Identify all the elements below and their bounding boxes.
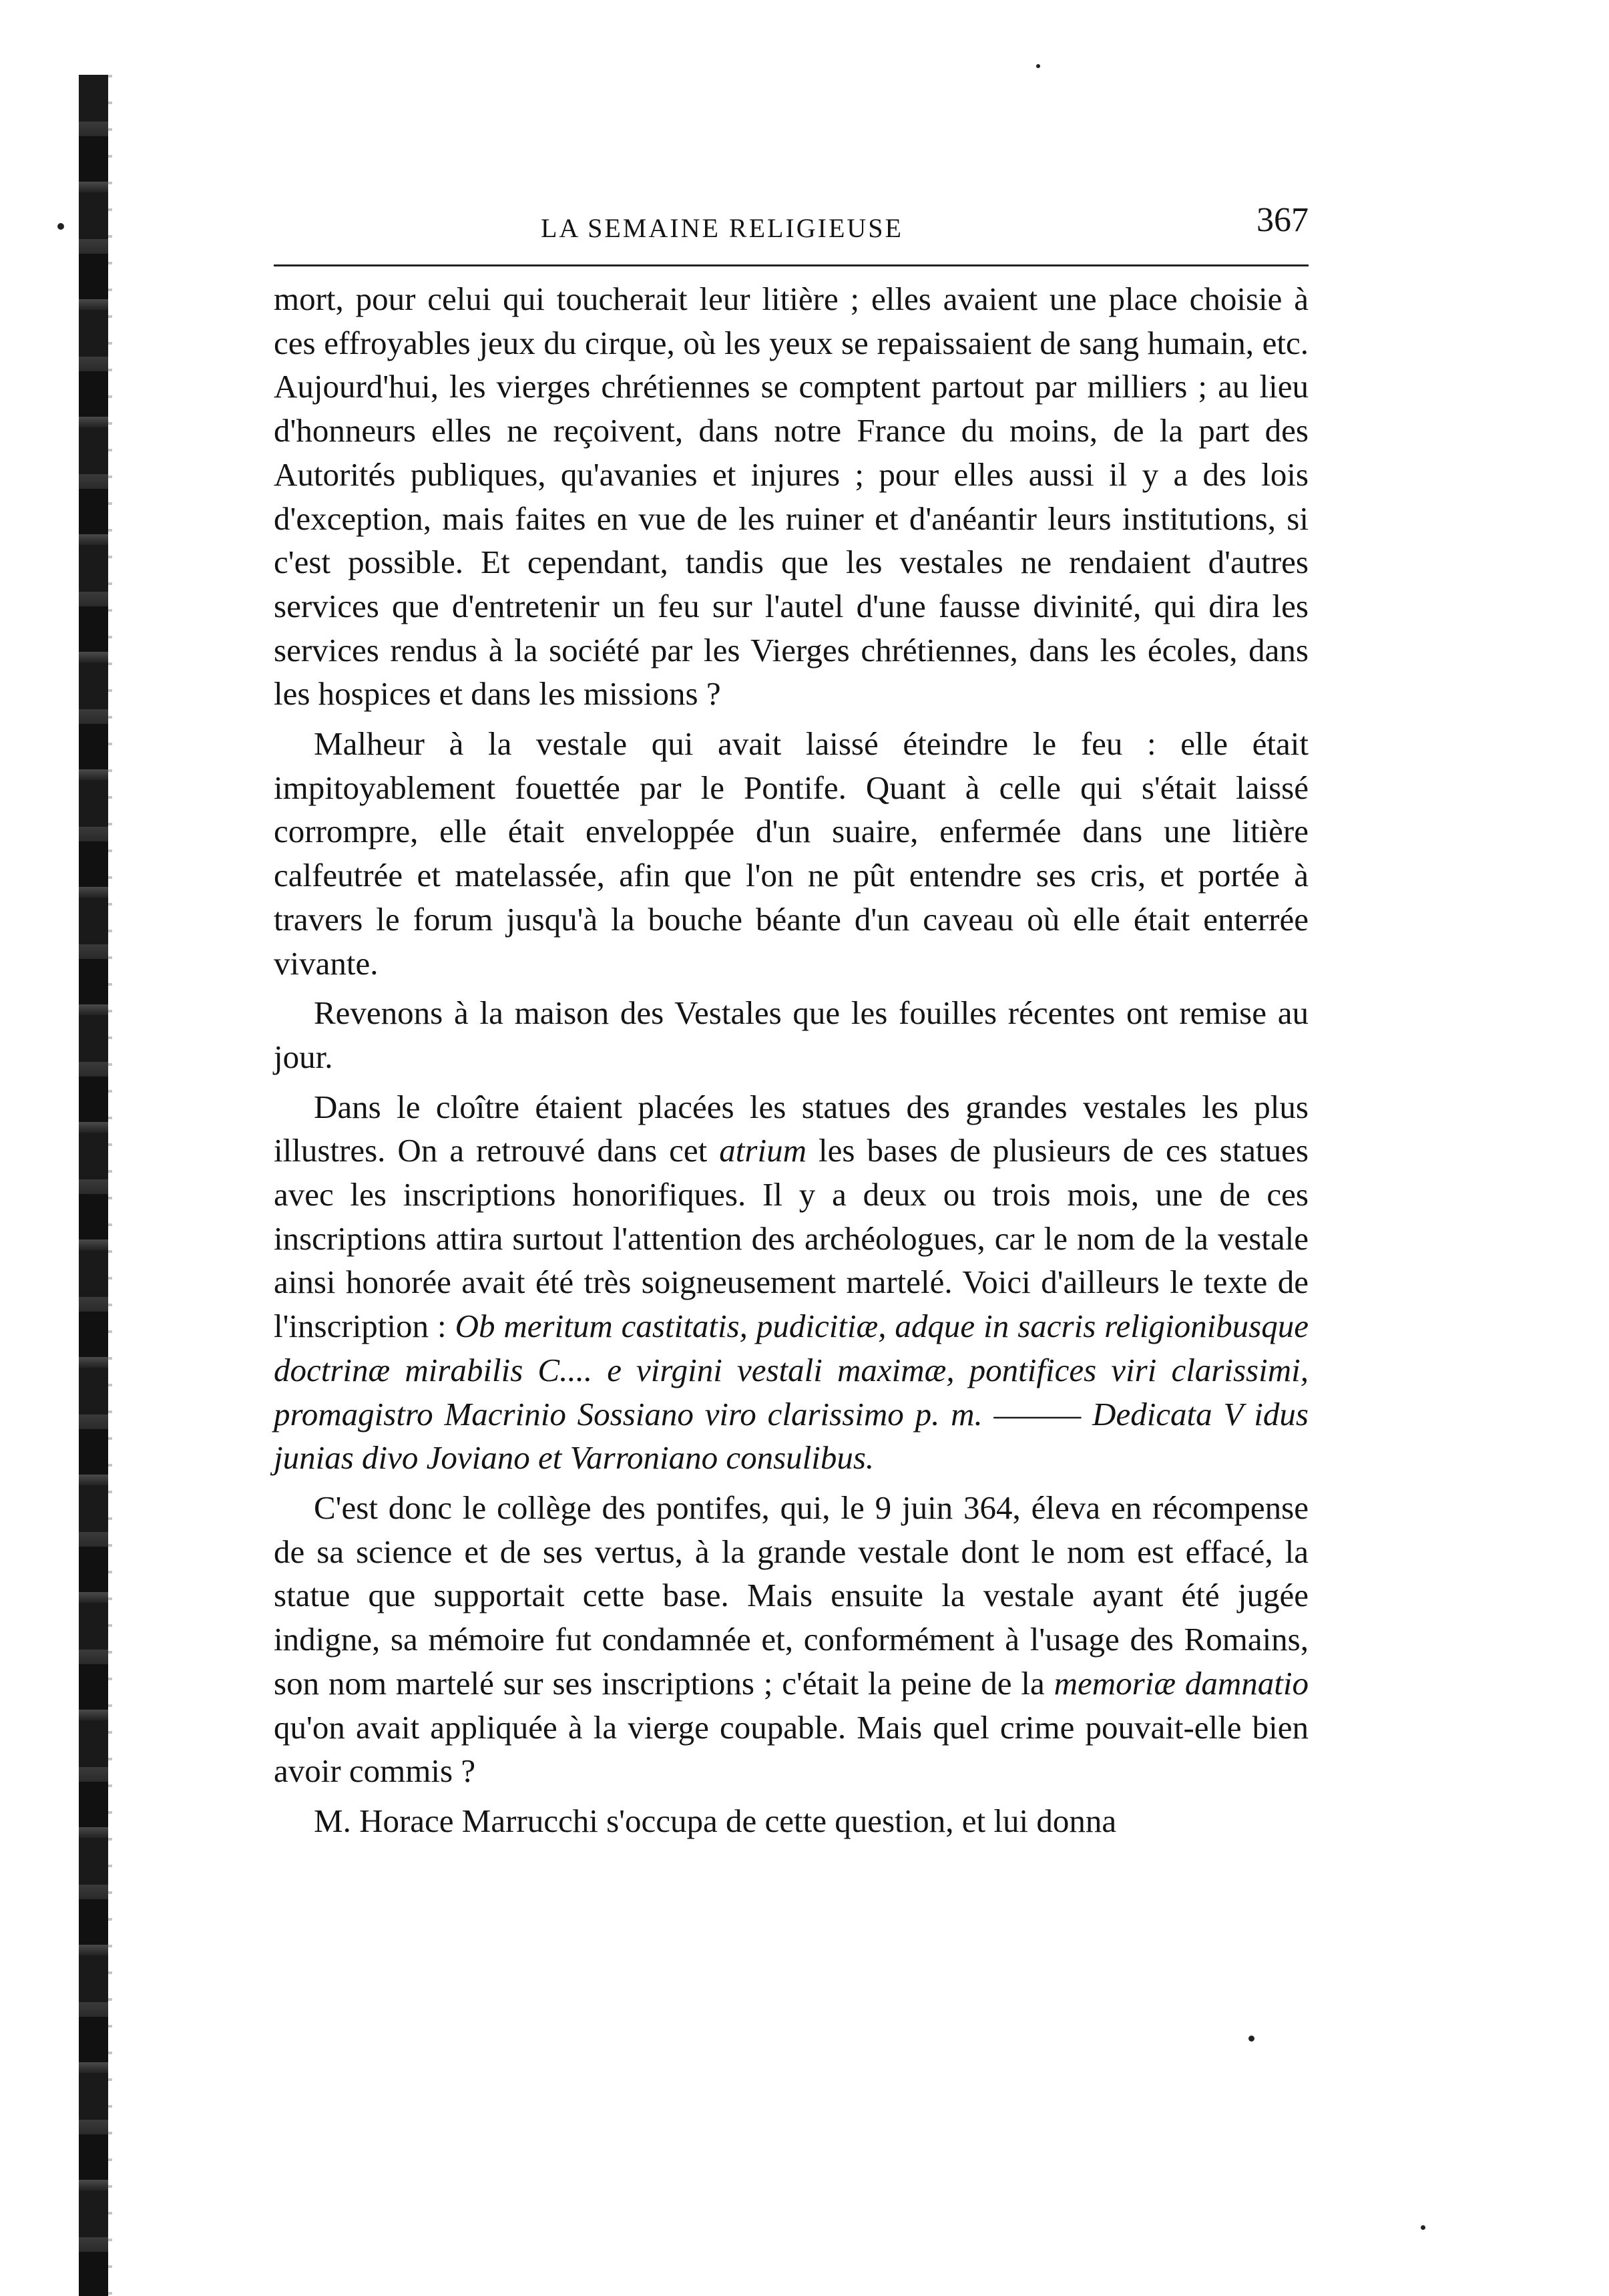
book-binding-edge [79,75,108,2296]
text-segment: M. Horace Marrucchi s'occupa de cette question, et lui donna [314,1802,1117,1839]
italic-text: Ob meritum castitatis, pudicitiæ, adque in sacris religionibusque doctrinæ mirabilis C.... e virgini vestali maximæ, pontifices viri clarissimi, promagistro Macrinio Sossiano viro clarissimo p. m. ——— Dedicata V idus junias divo Joviano et Varroniano consulibus. [274,1308,1309,1477]
paragraph [274,277,1309,716]
print-speck [1421,2225,1425,2230]
print-speck [57,223,64,230]
running-title: LA SEMAINE RELIGIEUSE [541,213,903,243]
paragraph [274,722,1309,985]
italic-text: atrium [719,1132,807,1169]
text-segment: Malheur à la vestale qui avait laissé éteindre le feu : elle était impitoyablement fouettée par le Pontife. Quant à celle qui s'était laissé corrompre, elle était enveloppée d'un suaire, enfermée dans une litière calfeutrée et matelassée, afin que l'on ne pût entendre ses cris, et portée à travers le forum jusqu'à la bouche béante d'un caveau où elle était enterrée vivante. [274,725,1309,982]
text-segment: mort, pour celui qui toucherait leur litière ; elles avaient une place choisie à ces effroyables jeux du cirque, où les yeux se repaissaient de sang humain, etc. Aujourd'hui, les vierges chrétiennes se comptent partout par milliers ; au lieu d'honneurs elles ne reçoivent, dans notre France du moins, de la part des Autorités publiques, qu'avanies et injures ; pour elles aussi il y a des lois d'exception, mais faites en vue de les ruiner et d'anéantir leurs institutions, si c'est possible. Et cependant, tandis que les vestales ne rendaient d'autres services que d'entretenir un feu sur l'autel d'une fausse divinité, qui dira les services rendus à la société par les Vierges chrétiennes, dans les écoles, dans les hospices et dans les missions ? [274,280,1309,713]
text-segment: Dans le cloître étaient placées les statues des grandes vestales les plus illustres. On a retrouvé dans cet [274,1088,1309,1169]
print-speck [1036,64,1040,68]
text-segment: C'est donc le collège des pontifes, qui, le 9 juin 364, éleva en récompense de sa science et de ses vertus, à la grande vestale dont le nom est effacé, la statue que supportait cette base. Mais ensuite la vestale ayant été jugée indigne, sa mémoire fut condamnée et, conformément à l'usage des Romains, son nom martelé sur ses inscriptions ; c'était la peine de la [274,1489,1309,1702]
paragraph [274,1486,1309,1793]
header-rule [274,264,1309,266]
paragraph [274,1799,1309,1843]
paragraph [274,991,1309,1079]
page-number: 367 [1256,201,1309,239]
print-speck [1248,2036,1254,2042]
text-segment: Revenons à la maison des Vestales que les fouilles récentes ont remise au jour. [274,994,1309,1075]
text-segment: qu'on avait appliquée à la vierge coupable. Mais quel crime pouvait-elle bien avoir commis ? [274,1708,1309,1790]
italic-text: memoriæ damnatio [1054,1664,1309,1702]
page-header [274,200,1309,264]
body-text [274,277,1309,1843]
paragraph [274,1085,1309,1480]
document-page [274,200,1309,1843]
text-segment: les bases de plusieurs de ces statues avec les inscriptions honorifiques. Il y a deux ou trois mois, une de ces inscriptions attira surtout l'attention des archéologues, car le nom de la vestale ainsi honorée avait été très soigneusement martelé. Voici d'ailleurs le texte de l'inscription : [274,1132,1309,1345]
